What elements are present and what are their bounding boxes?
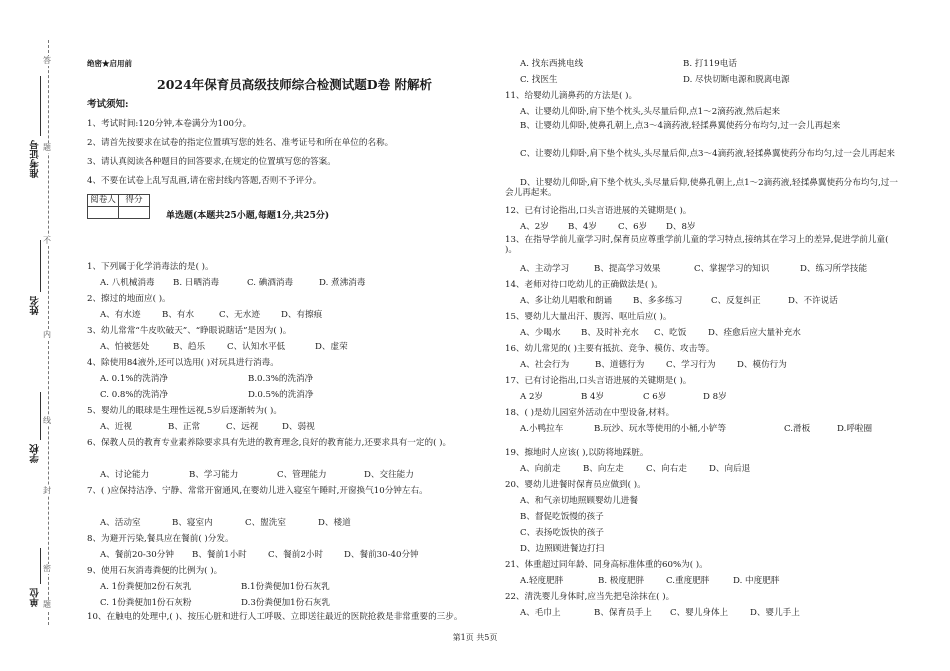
question-stem: 18、( )是幼儿园室外活动在中型设备,材料。 <box>505 408 675 418</box>
answer-option[interactable]: C、婴儿身体上 <box>670 608 729 618</box>
answer-option[interactable]: A. 1份粪便加2份石灰乳 <box>100 582 192 592</box>
answer-option[interactable]: B、多多练习 <box>633 296 683 306</box>
answer-option[interactable]: B.1份粪便加1份石灰乳 <box>241 582 330 592</box>
question-stem: 16、幼儿常见的( )主要有抵抗、竞争、模仿、攻击等。 <box>505 344 715 354</box>
answer-option[interactable]: D. 中度肥胖 <box>733 576 780 586</box>
answer-option[interactable]: B、及时补充水 <box>581 328 639 338</box>
seal-char: 题 <box>43 143 51 152</box>
answer-option[interactable]: A、多让幼儿唱歌和朗诵 <box>520 296 613 306</box>
answer-option[interactable]: D、虚荣 <box>315 342 348 352</box>
answer-option[interactable]: A、少喝水 <box>520 328 561 338</box>
score-cell-empty[interactable] <box>88 207 119 219</box>
answer-option[interactable]: D、痊愈后应大量补充水 <box>708 328 801 338</box>
field-label-name: 姓名 <box>30 296 41 315</box>
answer-option[interactable]: C. 找医生 <box>520 75 558 85</box>
answer-option[interactable]: D、向后退 <box>709 464 751 474</box>
answer-option[interactable]: C、吃饭 <box>654 328 687 338</box>
answer-option[interactable]: A.小鸭拉车 <box>520 424 564 434</box>
answer-option[interactable]: D、弱视 <box>282 422 315 432</box>
question-stem: 1、下列属于化学消毒法的是( )。 <box>87 262 214 272</box>
answer-option[interactable]: C、反复纠正 <box>711 296 761 306</box>
answer-option[interactable]: D、不许说话 <box>788 296 838 306</box>
answer-option[interactable]: D 8岁 <box>703 392 727 402</box>
fill-line <box>40 76 41 136</box>
answer-option[interactable]: B.玩沙、玩水等使用的小桶,小铲等 <box>594 424 727 434</box>
answer-option[interactable]: A、2岁 <box>520 222 549 232</box>
question-stem: 21、体重超过同年龄、同身高标准体重的60%为( )。 <box>505 560 708 570</box>
answer-option[interactable]: C、盥洗室 <box>245 518 286 528</box>
answer-option[interactable]: B. 日晒消毒 <box>173 278 220 288</box>
answer-option[interactable]: B、4岁 <box>568 222 597 232</box>
answer-option[interactable]: A、近视 <box>100 422 132 432</box>
question-stem: 22、清洗婴儿身体时,应当先把皂涂抹在( )。 <box>505 592 675 602</box>
answer-option[interactable]: A、有水迹 <box>100 310 141 320</box>
fill-line <box>40 392 41 440</box>
score-cell-empty[interactable] <box>119 207 150 219</box>
question-stem: 2、擦过的地面应( )。 <box>87 294 171 304</box>
answer-option[interactable]: C、表扬吃饭快的孩子 <box>520 528 604 538</box>
seal-char: 答 <box>43 56 51 65</box>
answer-option[interactable]: C、无水迹 <box>219 310 260 320</box>
answer-option[interactable]: B、学习能力 <box>189 470 239 480</box>
answer-option[interactable]: C、6岁 <box>618 222 648 232</box>
answer-option[interactable]: D.呼啦圈 <box>837 424 873 434</box>
section-heading: 单选题(本题共25小题,每题1分,共25分) <box>166 211 330 221</box>
question-stem: 19、擦地时人应该( ),以防将地踩脏。 <box>505 448 649 458</box>
answer-option[interactable]: B、提高学习效果 <box>594 264 661 274</box>
seal-char: 密 <box>43 564 51 573</box>
answer-option[interactable]: C.重度肥胖 <box>666 576 710 586</box>
question-stem: 13、在指导学前儿童学习时,保育员应尊重学前儿童的学习特点,接纳其在学习上的差异,促进学前儿童( )。 <box>505 235 889 256</box>
page-footer: 第1页 共5页 <box>452 633 498 642</box>
answer-option[interactable]: D、8岁 <box>666 222 696 232</box>
question-stem: 17、已有讨论指出,口头言语进展的关键期是( )。 <box>505 376 692 386</box>
question-stem: 8、为避开污染,餐具应在餐前( )分发。 <box>87 534 234 544</box>
question-stem: 5、婴幼儿的眼球是生理性远视,5岁后逐渐转为( )。 <box>87 406 282 416</box>
seal-char: 不 <box>43 236 51 245</box>
field-label-school: 学校 <box>30 444 41 463</box>
answer-option[interactable]: A、和气亲切地照顾婴幼儿进餐 <box>520 496 638 506</box>
question-stem: 10、在触电的处理中,( )、按压心脏和进行人工呼吸、立即送往最近的医院抢救是非常重要的三步。 <box>87 612 463 622</box>
answer-option[interactable]: A、讨论能力 <box>100 470 150 480</box>
question-stem: 9、使用石灰消毒粪便的比例为( )。 <box>87 566 223 576</box>
answer-option[interactable]: B. 极度肥胖 <box>598 576 645 586</box>
notice-item: 4、不要在试卷上乱写乱画,请在密封线内答题,否则不予评分。 <box>87 176 322 186</box>
answer-option[interactable]: D、边照顾进餐边打扫 <box>520 544 605 554</box>
answer-option[interactable]: A、毛巾上 <box>520 608 561 618</box>
question-stem: 11、给婴幼儿滴鼻药的方法是( )。 <box>505 91 638 101</box>
answer-option[interactable]: D.0.5%的洗消净 <box>248 390 314 400</box>
secret-mark: 绝密★启用前 <box>87 59 132 68</box>
answer-option[interactable]: D、楼道 <box>318 518 351 528</box>
answer-option[interactable]: C、认知水平低 <box>227 342 286 352</box>
score-cell-score: 得分 <box>119 195 150 207</box>
answer-option[interactable]: C、餐前2小时 <box>268 550 324 560</box>
answer-option[interactable]: B、正常 <box>168 422 201 432</box>
question-stem: 12、已有讨论指出,口头言语进展的关键期是( )。 <box>505 206 692 216</box>
answer-option[interactable]: D. 煮沸消毒 <box>319 278 366 288</box>
answer-option[interactable]: D、餐前30-40分钟 <box>344 550 419 560</box>
question-stem: 20、婴幼儿进餐时保育员应做到( )。 <box>505 480 646 490</box>
answer-option[interactable]: A、怕被惩处 <box>100 342 150 352</box>
notice-item: 2、请首先按要求在试卷的指定位置填写您的姓名、准考证号和所在单位的名称。 <box>87 138 394 148</box>
answer-option[interactable]: C. 1份粪便加1份石灰粉 <box>100 598 192 608</box>
fill-line <box>40 240 41 292</box>
answer-option[interactable]: A、让婴幼儿仰卧,肩下垫个枕头,头尽量后仰,点1～2滴药液,然后起来 <box>520 107 781 117</box>
answer-option[interactable]: A、餐前20-30分钟 <box>100 550 174 560</box>
answer-option[interactable]: D、婴儿手上 <box>750 608 800 618</box>
seal-char: 封 <box>43 486 51 495</box>
fill-line <box>40 548 41 584</box>
answer-option[interactable]: A、向前走 <box>520 464 561 474</box>
answer-option[interactable]: C. 0.8%的洗消净 <box>100 390 168 400</box>
question-stem: 7、( )应保持洁净、宁静、常常开窗通风,在婴幼儿进入寝室午睡时,开窗换气10分钟左右。 <box>87 486 428 496</box>
answer-option[interactable]: A、社会行为 <box>520 360 570 370</box>
seal-char: 内 <box>43 330 51 339</box>
answer-option[interactable]: B 4岁 <box>581 392 605 402</box>
binding-strip <box>0 0 58 671</box>
answer-option[interactable]: B、餐前1小时 <box>192 550 247 560</box>
answer-option[interactable]: B、寝室内 <box>172 518 213 528</box>
answer-option[interactable]: A 2岁 <box>520 392 543 402</box>
answer-option[interactable]: B、让婴幼儿仰卧,使鼻孔朝上,点3～4滴药液,轻揉鼻翼使药分布均匀,过一会儿再起来 <box>520 121 841 131</box>
answer-option[interactable]: C、远视 <box>226 422 259 432</box>
seal-char: 题 <box>43 600 51 609</box>
notice-heading: 考试须知: <box>87 99 129 110</box>
answer-option[interactable]: B、道德行为 <box>595 360 645 370</box>
answer-option[interactable]: D、模仿行为 <box>737 360 787 370</box>
field-label-exam-id: 准考证号 <box>30 140 41 178</box>
answer-option[interactable]: B、趋乐 <box>173 342 206 352</box>
answer-option[interactable]: D、练习所学技能 <box>800 264 868 274</box>
answer-option[interactable]: B、保育员手上 <box>594 608 652 618</box>
answer-option[interactable]: D、让婴幼儿仰卧,肩下垫个枕头,头尽量后仰,使鼻孔朝上,点1～2滴药液,轻揉鼻翼使药分布均匀,过一会儿再起来。 <box>505 178 898 199</box>
answer-option[interactable]: D、有擦痕 <box>281 310 323 320</box>
field-label-unit: 单位 <box>30 588 41 607</box>
question-stem: 14、老师对待口吃幼儿的正确做法是( )。 <box>505 280 663 290</box>
question-stem: 6、保教人员的教育专业素养除要求具有先进的教育理念,良好的教育能力,还要求具有一定的( )。 <box>87 438 452 448</box>
seal-char: 线 <box>43 416 51 425</box>
document-title: 2024年保育员高级技师综合检测试题D卷 附解析 <box>157 77 432 92</box>
answer-option[interactable]: A.轻度肥胖 <box>520 576 564 586</box>
answer-option[interactable]: B、向左走 <box>583 464 624 474</box>
answer-option[interactable]: C. 碘酒消毒 <box>247 278 294 288</box>
answer-option[interactable]: B. 打119电话 <box>683 59 737 69</box>
answer-option[interactable]: C、向右走 <box>646 464 687 474</box>
answer-option[interactable]: A、活动室 <box>100 518 141 528</box>
answer-option[interactable]: C.滑板 <box>784 424 811 434</box>
answer-option[interactable]: A. 八机械消毒 <box>100 278 155 288</box>
question-stem: 3、幼儿常常“牛皮吹破天”、“睁眼说瞎话”是因为( )。 <box>87 326 292 336</box>
question-stem: 15、婴幼儿大量出汗、腹泻、呕吐后应( )。 <box>505 312 672 322</box>
answer-option[interactable]: B、督促吃饭慢的孩子 <box>520 512 604 522</box>
notice-item: 3、请认真阅读各种题目的回答要求,在规定的位置填写您的答案。 <box>87 157 336 167</box>
answer-option[interactable]: C、让婴幼儿仰卧,肩下垫个枕头,头尽量后仰,点3～4滴药液,轻揉鼻翼使药分布均匀,过一会儿再起来 <box>520 149 895 159</box>
answer-option[interactable]: D、交往能力 <box>364 470 414 480</box>
answer-option[interactable]: B.0.3%的洗消净 <box>248 374 314 384</box>
answer-option[interactable]: B、有水 <box>162 310 195 320</box>
notice-item: 1、考试时间:120分钟,本卷满分为100分。 <box>87 119 252 129</box>
score-table <box>87 194 150 219</box>
answer-option[interactable]: C、管理能力 <box>277 470 327 480</box>
answer-option[interactable]: C、掌握学习的知识 <box>694 264 770 274</box>
answer-option[interactable]: D. 尽快切断电源和脱离电源 <box>683 75 790 85</box>
answer-option[interactable]: A、主动学习 <box>520 264 570 274</box>
answer-option[interactable]: D.3份粪便加1份石灰乳 <box>241 598 331 608</box>
answer-option[interactable]: A. 0.1%的洗消净 <box>100 374 168 384</box>
answer-option[interactable]: C、学习行为 <box>666 360 716 370</box>
score-cell-grader: 阅卷人 <box>88 195 119 207</box>
answer-option[interactable]: C 6岁 <box>643 392 667 402</box>
question-stem: 4、除使用84液外,还可以选用( )对玩具进行消毒。 <box>87 358 279 368</box>
answer-option[interactable]: A. 找东西挑电线 <box>520 59 584 69</box>
